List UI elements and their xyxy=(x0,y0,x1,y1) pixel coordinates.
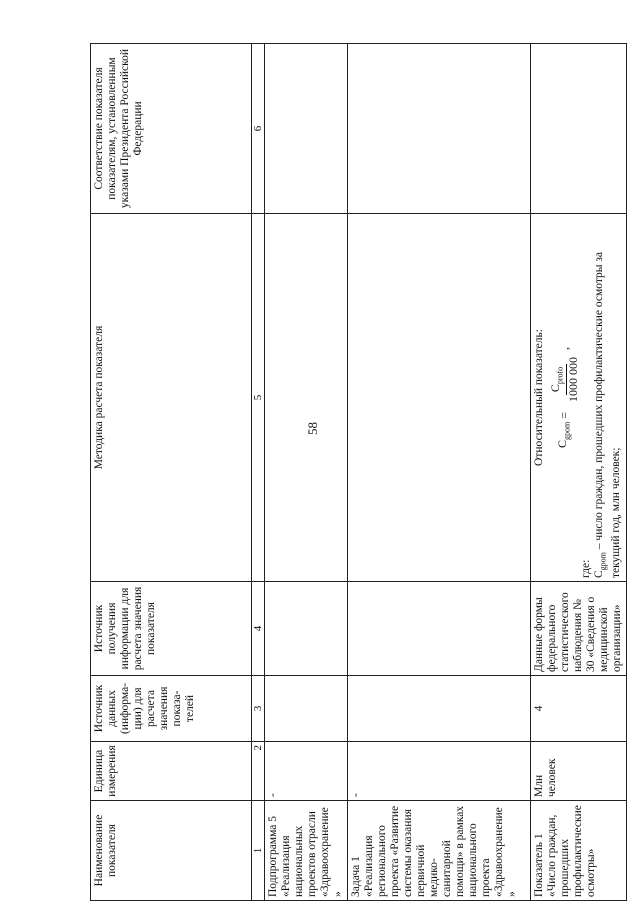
method-intro: Относительный показатель: xyxy=(533,329,545,466)
table-row xyxy=(531,44,627,901)
page-number: 58 xyxy=(305,422,320,435)
indicator-info-source xyxy=(265,582,348,676)
column-number: 5 xyxy=(252,214,265,582)
header-conformity: Соответствие показателя показателям, установленным указами Президента Российской Федерации xyxy=(91,44,252,214)
indicator-name: Подпрограмма 5 «Реализация национальных проектов отрасли «Здравоохранение» xyxy=(265,801,348,901)
method-description: $C_{gpom}$ – число граждан, прошедших профилактические осмотры за текущий год, млн человек; xyxy=(593,251,622,578)
indicator-table xyxy=(90,43,627,901)
indicator-unit: Млн человек xyxy=(531,742,627,801)
method-where: где: xyxy=(580,559,593,578)
indicator-unit: - xyxy=(265,742,348,801)
column-number: 4 xyxy=(252,582,265,676)
indicator-method xyxy=(348,214,531,582)
rotated-table-container xyxy=(90,44,623,901)
formula-equals: = xyxy=(557,408,572,422)
formula-numerator: $C_{profo}$ xyxy=(549,364,567,395)
indicator-unit: - xyxy=(348,742,531,801)
header-data-source: Источник данных (информа-ции) для расчета значения показа-телей xyxy=(91,676,252,742)
indicator-info-source xyxy=(348,582,531,676)
column-number: 1 xyxy=(252,801,265,901)
formula-fraction xyxy=(549,354,580,405)
formula-denominator: 1000 000 xyxy=(566,356,581,402)
indicator-info-source: Данные формы федерального статистического наблюдения № 30 «Сведения о медицинской организации» xyxy=(531,582,627,676)
column-number: 2 xyxy=(252,742,265,801)
column-number: 6 xyxy=(252,44,265,214)
header-unit: Единица измерения xyxy=(91,742,252,801)
indicator-name: Показатель 1 «Число граждан, прошедших профилактические осмотры» xyxy=(531,801,627,901)
header-method: Методика расчета показателя xyxy=(91,214,252,582)
indicator-data-source xyxy=(265,676,348,742)
header-indicator-name: Наименование показателя xyxy=(91,801,252,901)
indicator-method xyxy=(531,214,627,582)
indicator-data-source: 4 xyxy=(531,676,627,742)
indicator-conformity xyxy=(531,44,627,214)
formula-lhs: $C_{gpom}$ xyxy=(555,421,572,449)
column-number: 3 xyxy=(252,676,265,742)
table-row xyxy=(348,44,531,901)
column-number-row xyxy=(252,44,265,901)
indicator-name: Задача 1 «Реализация регионального проекта «Развитие системы оказания первичной медико-санитарной помощи» в рамках национального проекта «Здравоохранение» xyxy=(348,801,531,901)
indicator-data-source xyxy=(348,676,531,742)
indicator-conformity xyxy=(265,44,348,214)
table-row xyxy=(265,44,348,901)
method-formula xyxy=(549,217,580,578)
indicator-method xyxy=(265,214,348,582)
header-info-source: Источник получения информации для расчета значения показателя xyxy=(91,582,252,676)
indicator-conformity xyxy=(348,44,531,214)
formula-trail: , xyxy=(557,346,572,350)
table-header-row xyxy=(91,44,252,901)
